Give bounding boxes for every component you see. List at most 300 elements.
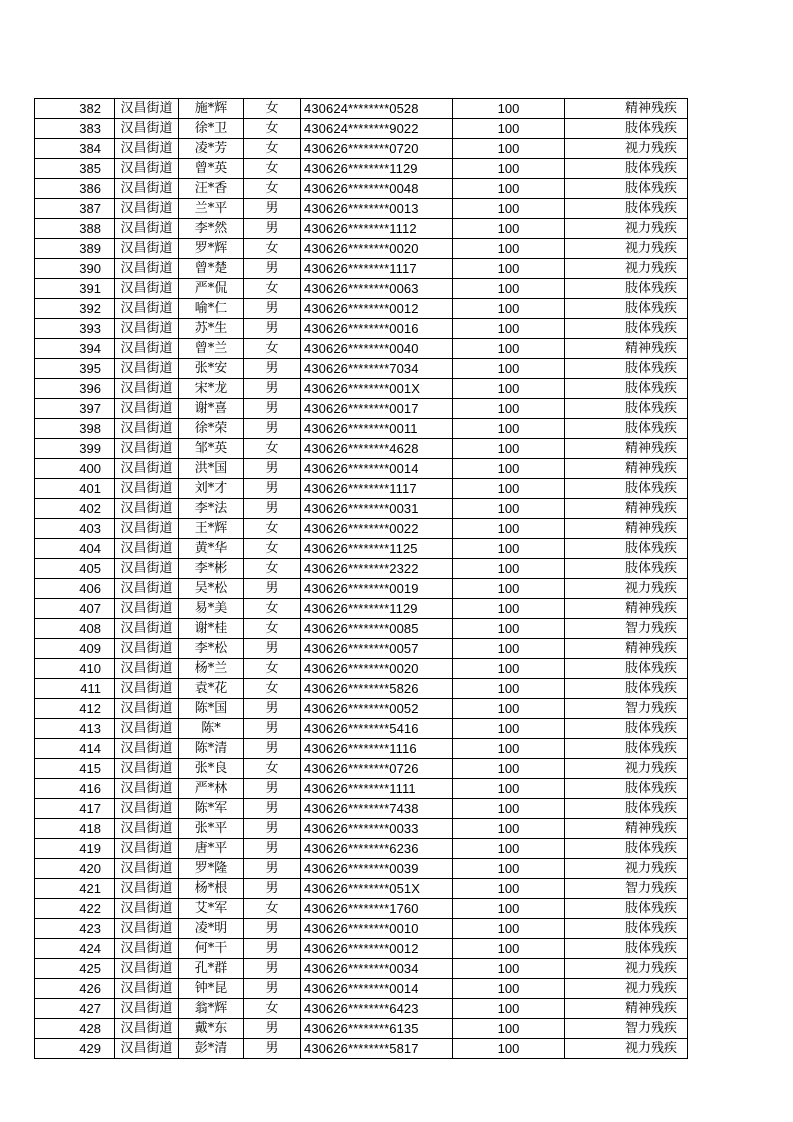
- amount-cell: 100: [453, 479, 565, 499]
- row-number-cell: 382: [35, 99, 115, 119]
- table-row: [35, 119, 688, 139]
- disability-type-cell: 肢体残疾: [565, 199, 688, 219]
- table-row: [35, 659, 688, 679]
- amount-cell: 100: [453, 759, 565, 779]
- amount-cell: 100: [453, 219, 565, 239]
- id-number-cell: 430626********0039: [301, 859, 453, 879]
- disability-type-cell: 精神残疾: [565, 519, 688, 539]
- name-cell: 何*干: [179, 939, 244, 959]
- row-number-cell: 391: [35, 279, 115, 299]
- table-row: [35, 699, 688, 719]
- gender-cell: 男: [244, 499, 301, 519]
- row-number-cell: 423: [35, 919, 115, 939]
- subsidy-table: [34, 98, 688, 1059]
- row-number-cell: 429: [35, 1039, 115, 1059]
- amount-cell: 100: [453, 159, 565, 179]
- name-cell: 喻*仁: [179, 299, 244, 319]
- gender-cell: 女: [244, 519, 301, 539]
- table-row: [35, 619, 688, 639]
- row-number-cell: 401: [35, 479, 115, 499]
- id-number-cell: 430626********001X: [301, 379, 453, 399]
- disability-type-cell: 智力残疾: [565, 699, 688, 719]
- street-cell: 汉昌街道: [115, 719, 179, 739]
- amount-cell: 100: [453, 319, 565, 339]
- gender-cell: 女: [244, 659, 301, 679]
- table-row: [35, 279, 688, 299]
- name-cell: 宋*龙: [179, 379, 244, 399]
- street-cell: 汉昌街道: [115, 319, 179, 339]
- table-body: [35, 99, 688, 1059]
- street-cell: 汉昌街道: [115, 159, 179, 179]
- street-cell: 汉昌街道: [115, 259, 179, 279]
- gender-cell: 男: [244, 819, 301, 839]
- table-row: [35, 99, 688, 119]
- disability-type-cell: 肢体残疾: [565, 559, 688, 579]
- gender-cell: 男: [244, 259, 301, 279]
- name-cell: 刘*才: [179, 479, 244, 499]
- disability-type-cell: 肢体残疾: [565, 659, 688, 679]
- row-number-cell: 406: [35, 579, 115, 599]
- row-number-cell: 420: [35, 859, 115, 879]
- name-cell: 严*侃: [179, 279, 244, 299]
- street-cell: 汉昌街道: [115, 219, 179, 239]
- street-cell: 汉昌街道: [115, 419, 179, 439]
- name-cell: 张*安: [179, 359, 244, 379]
- row-number-cell: 418: [35, 819, 115, 839]
- gender-cell: 男: [244, 359, 301, 379]
- amount-cell: 100: [453, 379, 565, 399]
- row-number-cell: 394: [35, 339, 115, 359]
- disability-type-cell: 视力残疾: [565, 239, 688, 259]
- name-cell: 孔*群: [179, 959, 244, 979]
- gender-cell: 女: [244, 179, 301, 199]
- amount-cell: 100: [453, 859, 565, 879]
- name-cell: 严*林: [179, 779, 244, 799]
- table-row: [35, 439, 688, 459]
- disability-type-cell: 肢体残疾: [565, 899, 688, 919]
- id-number-cell: 430626********0020: [301, 659, 453, 679]
- row-number-cell: 395: [35, 359, 115, 379]
- table-row: [35, 759, 688, 779]
- amount-cell: 100: [453, 839, 565, 859]
- id-number-cell: 430626********0034: [301, 959, 453, 979]
- street-cell: 汉昌街道: [115, 659, 179, 679]
- street-cell: 汉昌街道: [115, 1019, 179, 1039]
- disability-type-cell: 视力残疾: [565, 219, 688, 239]
- name-cell: 曾*英: [179, 159, 244, 179]
- name-cell: 杨*根: [179, 879, 244, 899]
- disability-type-cell: 精神残疾: [565, 99, 688, 119]
- id-number-cell: 430626********0063: [301, 279, 453, 299]
- name-cell: 谢*喜: [179, 399, 244, 419]
- row-number-cell: 419: [35, 839, 115, 859]
- street-cell: 汉昌街道: [115, 839, 179, 859]
- id-number-cell: 430626********0017: [301, 399, 453, 419]
- table-row: [35, 239, 688, 259]
- table-row: [35, 739, 688, 759]
- gender-cell: 男: [244, 879, 301, 899]
- row-number-cell: 411: [35, 679, 115, 699]
- disability-type-cell: 视力残疾: [565, 259, 688, 279]
- gender-cell: 男: [244, 779, 301, 799]
- id-number-cell: 430626********1112: [301, 219, 453, 239]
- amount-cell: 100: [453, 559, 565, 579]
- id-number-cell: 430626********1760: [301, 899, 453, 919]
- disability-type-cell: 肢体残疾: [565, 179, 688, 199]
- row-number-cell: 410: [35, 659, 115, 679]
- name-cell: 洪*国: [179, 459, 244, 479]
- amount-cell: 100: [453, 419, 565, 439]
- street-cell: 汉昌街道: [115, 479, 179, 499]
- table-row: [35, 719, 688, 739]
- amount-cell: 100: [453, 339, 565, 359]
- name-cell: 谢*桂: [179, 619, 244, 639]
- amount-cell: 100: [453, 719, 565, 739]
- gender-cell: 女: [244, 99, 301, 119]
- street-cell: 汉昌街道: [115, 279, 179, 299]
- amount-cell: 100: [453, 739, 565, 759]
- gender-cell: 男: [244, 199, 301, 219]
- street-cell: 汉昌街道: [115, 439, 179, 459]
- table-row: [35, 919, 688, 939]
- id-number-cell: 430626********6135: [301, 1019, 453, 1039]
- name-cell: 彭*清: [179, 1039, 244, 1059]
- name-cell: 李*彬: [179, 559, 244, 579]
- name-cell: 戴*东: [179, 1019, 244, 1039]
- street-cell: 汉昌街道: [115, 539, 179, 559]
- table-row: [35, 539, 688, 559]
- name-cell: 陈*军: [179, 799, 244, 819]
- amount-cell: 100: [453, 539, 565, 559]
- name-cell: 陈*清: [179, 739, 244, 759]
- table-row: [35, 159, 688, 179]
- gender-cell: 男: [244, 379, 301, 399]
- table-row: [35, 859, 688, 879]
- gender-cell: 男: [244, 319, 301, 339]
- amount-cell: 100: [453, 679, 565, 699]
- street-cell: 汉昌街道: [115, 879, 179, 899]
- name-cell: 徐*荣: [179, 419, 244, 439]
- id-number-cell: 430624********9022: [301, 119, 453, 139]
- table-row: [35, 1019, 688, 1039]
- id-number-cell: 430624********0528: [301, 99, 453, 119]
- id-number-cell: 430626********1111: [301, 779, 453, 799]
- row-number-cell: 389: [35, 239, 115, 259]
- id-number-cell: 430626********051X: [301, 879, 453, 899]
- id-number-cell: 430626********2322: [301, 559, 453, 579]
- gender-cell: 男: [244, 959, 301, 979]
- disability-type-cell: 肢体残疾: [565, 419, 688, 439]
- amount-cell: 100: [453, 99, 565, 119]
- amount-cell: 100: [453, 139, 565, 159]
- row-number-cell: 384: [35, 139, 115, 159]
- street-cell: 汉昌街道: [115, 979, 179, 999]
- street-cell: 汉昌街道: [115, 799, 179, 819]
- name-cell: 陈*: [179, 719, 244, 739]
- gender-cell: 男: [244, 939, 301, 959]
- row-number-cell: 402: [35, 499, 115, 519]
- name-cell: 曾*兰: [179, 339, 244, 359]
- amount-cell: 100: [453, 1039, 565, 1059]
- amount-cell: 100: [453, 519, 565, 539]
- gender-cell: 男: [244, 919, 301, 939]
- id-number-cell: 430626********0720: [301, 139, 453, 159]
- gender-cell: 男: [244, 739, 301, 759]
- id-number-cell: 430626********0014: [301, 459, 453, 479]
- row-number-cell: 386: [35, 179, 115, 199]
- row-number-cell: 408: [35, 619, 115, 639]
- table-row: [35, 599, 688, 619]
- disability-type-cell: 肢体残疾: [565, 319, 688, 339]
- street-cell: 汉昌街道: [115, 239, 179, 259]
- id-number-cell: 430626********7438: [301, 799, 453, 819]
- disability-type-cell: 肢体残疾: [565, 399, 688, 419]
- amount-cell: 100: [453, 279, 565, 299]
- street-cell: 汉昌街道: [115, 559, 179, 579]
- row-number-cell: 383: [35, 119, 115, 139]
- row-number-cell: 405: [35, 559, 115, 579]
- name-cell: 吴*松: [179, 579, 244, 599]
- disability-type-cell: 肢体残疾: [565, 479, 688, 499]
- row-number-cell: 414: [35, 739, 115, 759]
- name-cell: 兰*平: [179, 199, 244, 219]
- disability-type-cell: 精神残疾: [565, 439, 688, 459]
- street-cell: 汉昌街道: [115, 959, 179, 979]
- name-cell: 张*良: [179, 759, 244, 779]
- disability-type-cell: 视力残疾: [565, 979, 688, 999]
- street-cell: 汉昌街道: [115, 339, 179, 359]
- disability-type-cell: 精神残疾: [565, 599, 688, 619]
- id-number-cell: 430626********0020: [301, 239, 453, 259]
- row-number-cell: 412: [35, 699, 115, 719]
- amount-cell: 100: [453, 179, 565, 199]
- id-number-cell: 430626********1129: [301, 159, 453, 179]
- table-row: [35, 939, 688, 959]
- street-cell: 汉昌街道: [115, 999, 179, 1019]
- row-number-cell: 407: [35, 599, 115, 619]
- gender-cell: 女: [244, 599, 301, 619]
- amount-cell: 100: [453, 699, 565, 719]
- disability-type-cell: 智力残疾: [565, 1019, 688, 1039]
- gender-cell: 男: [244, 459, 301, 479]
- amount-cell: 100: [453, 599, 565, 619]
- row-number-cell: 392: [35, 299, 115, 319]
- table-row: [35, 879, 688, 899]
- row-number-cell: 417: [35, 799, 115, 819]
- amount-cell: 100: [453, 299, 565, 319]
- gender-cell: 男: [244, 699, 301, 719]
- disability-type-cell: 肢体残疾: [565, 119, 688, 139]
- gender-cell: 女: [244, 619, 301, 639]
- row-number-cell: 424: [35, 939, 115, 959]
- row-number-cell: 393: [35, 319, 115, 339]
- name-cell: 张*平: [179, 819, 244, 839]
- amount-cell: 100: [453, 499, 565, 519]
- disability-type-cell: 肢体残疾: [565, 939, 688, 959]
- disability-type-cell: 视力残疾: [565, 139, 688, 159]
- name-cell: 易*美: [179, 599, 244, 619]
- disability-type-cell: 肢体残疾: [565, 299, 688, 319]
- name-cell: 施*辉: [179, 99, 244, 119]
- table-row: [35, 839, 688, 859]
- amount-cell: 100: [453, 1019, 565, 1039]
- amount-cell: 100: [453, 579, 565, 599]
- gender-cell: 女: [244, 539, 301, 559]
- table-row: [35, 459, 688, 479]
- disability-type-cell: 视力残疾: [565, 759, 688, 779]
- street-cell: 汉昌街道: [115, 199, 179, 219]
- disability-type-cell: 肢体残疾: [565, 359, 688, 379]
- table-row: [35, 479, 688, 499]
- amount-cell: 100: [453, 899, 565, 919]
- name-cell: 唐*平: [179, 839, 244, 859]
- amount-cell: 100: [453, 959, 565, 979]
- row-number-cell: 387: [35, 199, 115, 219]
- gender-cell: 女: [244, 759, 301, 779]
- row-number-cell: 388: [35, 219, 115, 239]
- id-number-cell: 430626********0012: [301, 939, 453, 959]
- id-number-cell: 430626********0057: [301, 639, 453, 659]
- table-row: [35, 139, 688, 159]
- gender-cell: 女: [244, 279, 301, 299]
- id-number-cell: 430626********5817: [301, 1039, 453, 1059]
- name-cell: 罗*隆: [179, 859, 244, 879]
- disability-type-cell: 智力残疾: [565, 879, 688, 899]
- gender-cell: 男: [244, 219, 301, 239]
- table-row: [35, 579, 688, 599]
- gender-cell: 女: [244, 439, 301, 459]
- street-cell: 汉昌街道: [115, 379, 179, 399]
- amount-cell: 100: [453, 359, 565, 379]
- row-number-cell: 422: [35, 899, 115, 919]
- street-cell: 汉昌街道: [115, 139, 179, 159]
- disability-type-cell: 肢体残疾: [565, 779, 688, 799]
- gender-cell: 男: [244, 479, 301, 499]
- row-number-cell: 385: [35, 159, 115, 179]
- gender-cell: 男: [244, 579, 301, 599]
- id-number-cell: 430626********0033: [301, 819, 453, 839]
- id-number-cell: 430626********1117: [301, 259, 453, 279]
- id-number-cell: 430626********0726: [301, 759, 453, 779]
- disability-type-cell: 视力残疾: [565, 859, 688, 879]
- gender-cell: 女: [244, 159, 301, 179]
- disability-type-cell: 肢体残疾: [565, 739, 688, 759]
- street-cell: 汉昌街道: [115, 459, 179, 479]
- name-cell: 罗*辉: [179, 239, 244, 259]
- table-row: [35, 1039, 688, 1059]
- table-row: [35, 179, 688, 199]
- table-row: [35, 959, 688, 979]
- disability-type-cell: 精神残疾: [565, 999, 688, 1019]
- id-number-cell: 430626********0040: [301, 339, 453, 359]
- name-cell: 艾*军: [179, 899, 244, 919]
- table-row: [35, 319, 688, 339]
- street-cell: 汉昌街道: [115, 939, 179, 959]
- row-number-cell: 426: [35, 979, 115, 999]
- disability-type-cell: 精神残疾: [565, 639, 688, 659]
- table-row: [35, 679, 688, 699]
- amount-cell: 100: [453, 439, 565, 459]
- name-cell: 李*松: [179, 639, 244, 659]
- id-number-cell: 430626********0012: [301, 299, 453, 319]
- disability-type-cell: 精神残疾: [565, 819, 688, 839]
- name-cell: 徐*卫: [179, 119, 244, 139]
- name-cell: 曾*楚: [179, 259, 244, 279]
- id-number-cell: 430626********6423: [301, 999, 453, 1019]
- id-number-cell: 430626********1117: [301, 479, 453, 499]
- street-cell: 汉昌街道: [115, 519, 179, 539]
- gender-cell: 男: [244, 839, 301, 859]
- row-number-cell: 398: [35, 419, 115, 439]
- gender-cell: 女: [244, 899, 301, 919]
- id-number-cell: 430626********0052: [301, 699, 453, 719]
- street-cell: 汉昌街道: [115, 739, 179, 759]
- table-row: [35, 359, 688, 379]
- disability-type-cell: 视力残疾: [565, 1039, 688, 1059]
- disability-type-cell: 肢体残疾: [565, 919, 688, 939]
- name-cell: 汪*香: [179, 179, 244, 199]
- disability-type-cell: 精神残疾: [565, 459, 688, 479]
- gender-cell: 女: [244, 559, 301, 579]
- table-row: [35, 259, 688, 279]
- street-cell: 汉昌街道: [115, 899, 179, 919]
- disability-type-cell: 肢体残疾: [565, 159, 688, 179]
- name-cell: 翁*辉: [179, 999, 244, 1019]
- row-number-cell: 400: [35, 459, 115, 479]
- row-number-cell: 409: [35, 639, 115, 659]
- amount-cell: 100: [453, 619, 565, 639]
- id-number-cell: 430626********1129: [301, 599, 453, 619]
- amount-cell: 100: [453, 119, 565, 139]
- disability-type-cell: 肢体残疾: [565, 799, 688, 819]
- street-cell: 汉昌街道: [115, 779, 179, 799]
- table-row: [35, 399, 688, 419]
- amount-cell: 100: [453, 199, 565, 219]
- gender-cell: 男: [244, 1039, 301, 1059]
- table-row: [35, 519, 688, 539]
- name-cell: 李*法: [179, 499, 244, 519]
- id-number-cell: 430626********0013: [301, 199, 453, 219]
- row-number-cell: 428: [35, 1019, 115, 1039]
- table-row: [35, 219, 688, 239]
- table-row: [35, 199, 688, 219]
- disability-type-cell: 视力残疾: [565, 579, 688, 599]
- row-number-cell: 404: [35, 539, 115, 559]
- amount-cell: 100: [453, 799, 565, 819]
- disability-type-cell: 肢体残疾: [565, 719, 688, 739]
- id-number-cell: 430626********1125: [301, 539, 453, 559]
- row-number-cell: 399: [35, 439, 115, 459]
- disability-type-cell: 肢体残疾: [565, 279, 688, 299]
- disability-type-cell: 肢体残疾: [565, 679, 688, 699]
- gender-cell: 男: [244, 979, 301, 999]
- id-number-cell: 430626********0085: [301, 619, 453, 639]
- gender-cell: 男: [244, 639, 301, 659]
- amount-cell: 100: [453, 779, 565, 799]
- disability-type-cell: 智力残疾: [565, 619, 688, 639]
- gender-cell: 女: [244, 239, 301, 259]
- disability-type-cell: 肢体残疾: [565, 839, 688, 859]
- disability-type-cell: 肢体残疾: [565, 379, 688, 399]
- name-cell: 陈*国: [179, 699, 244, 719]
- amount-cell: 100: [453, 459, 565, 479]
- row-number-cell: 416: [35, 779, 115, 799]
- row-number-cell: 390: [35, 259, 115, 279]
- row-number-cell: 413: [35, 719, 115, 739]
- street-cell: 汉昌街道: [115, 179, 179, 199]
- gender-cell: 男: [244, 1019, 301, 1039]
- amount-cell: 100: [453, 919, 565, 939]
